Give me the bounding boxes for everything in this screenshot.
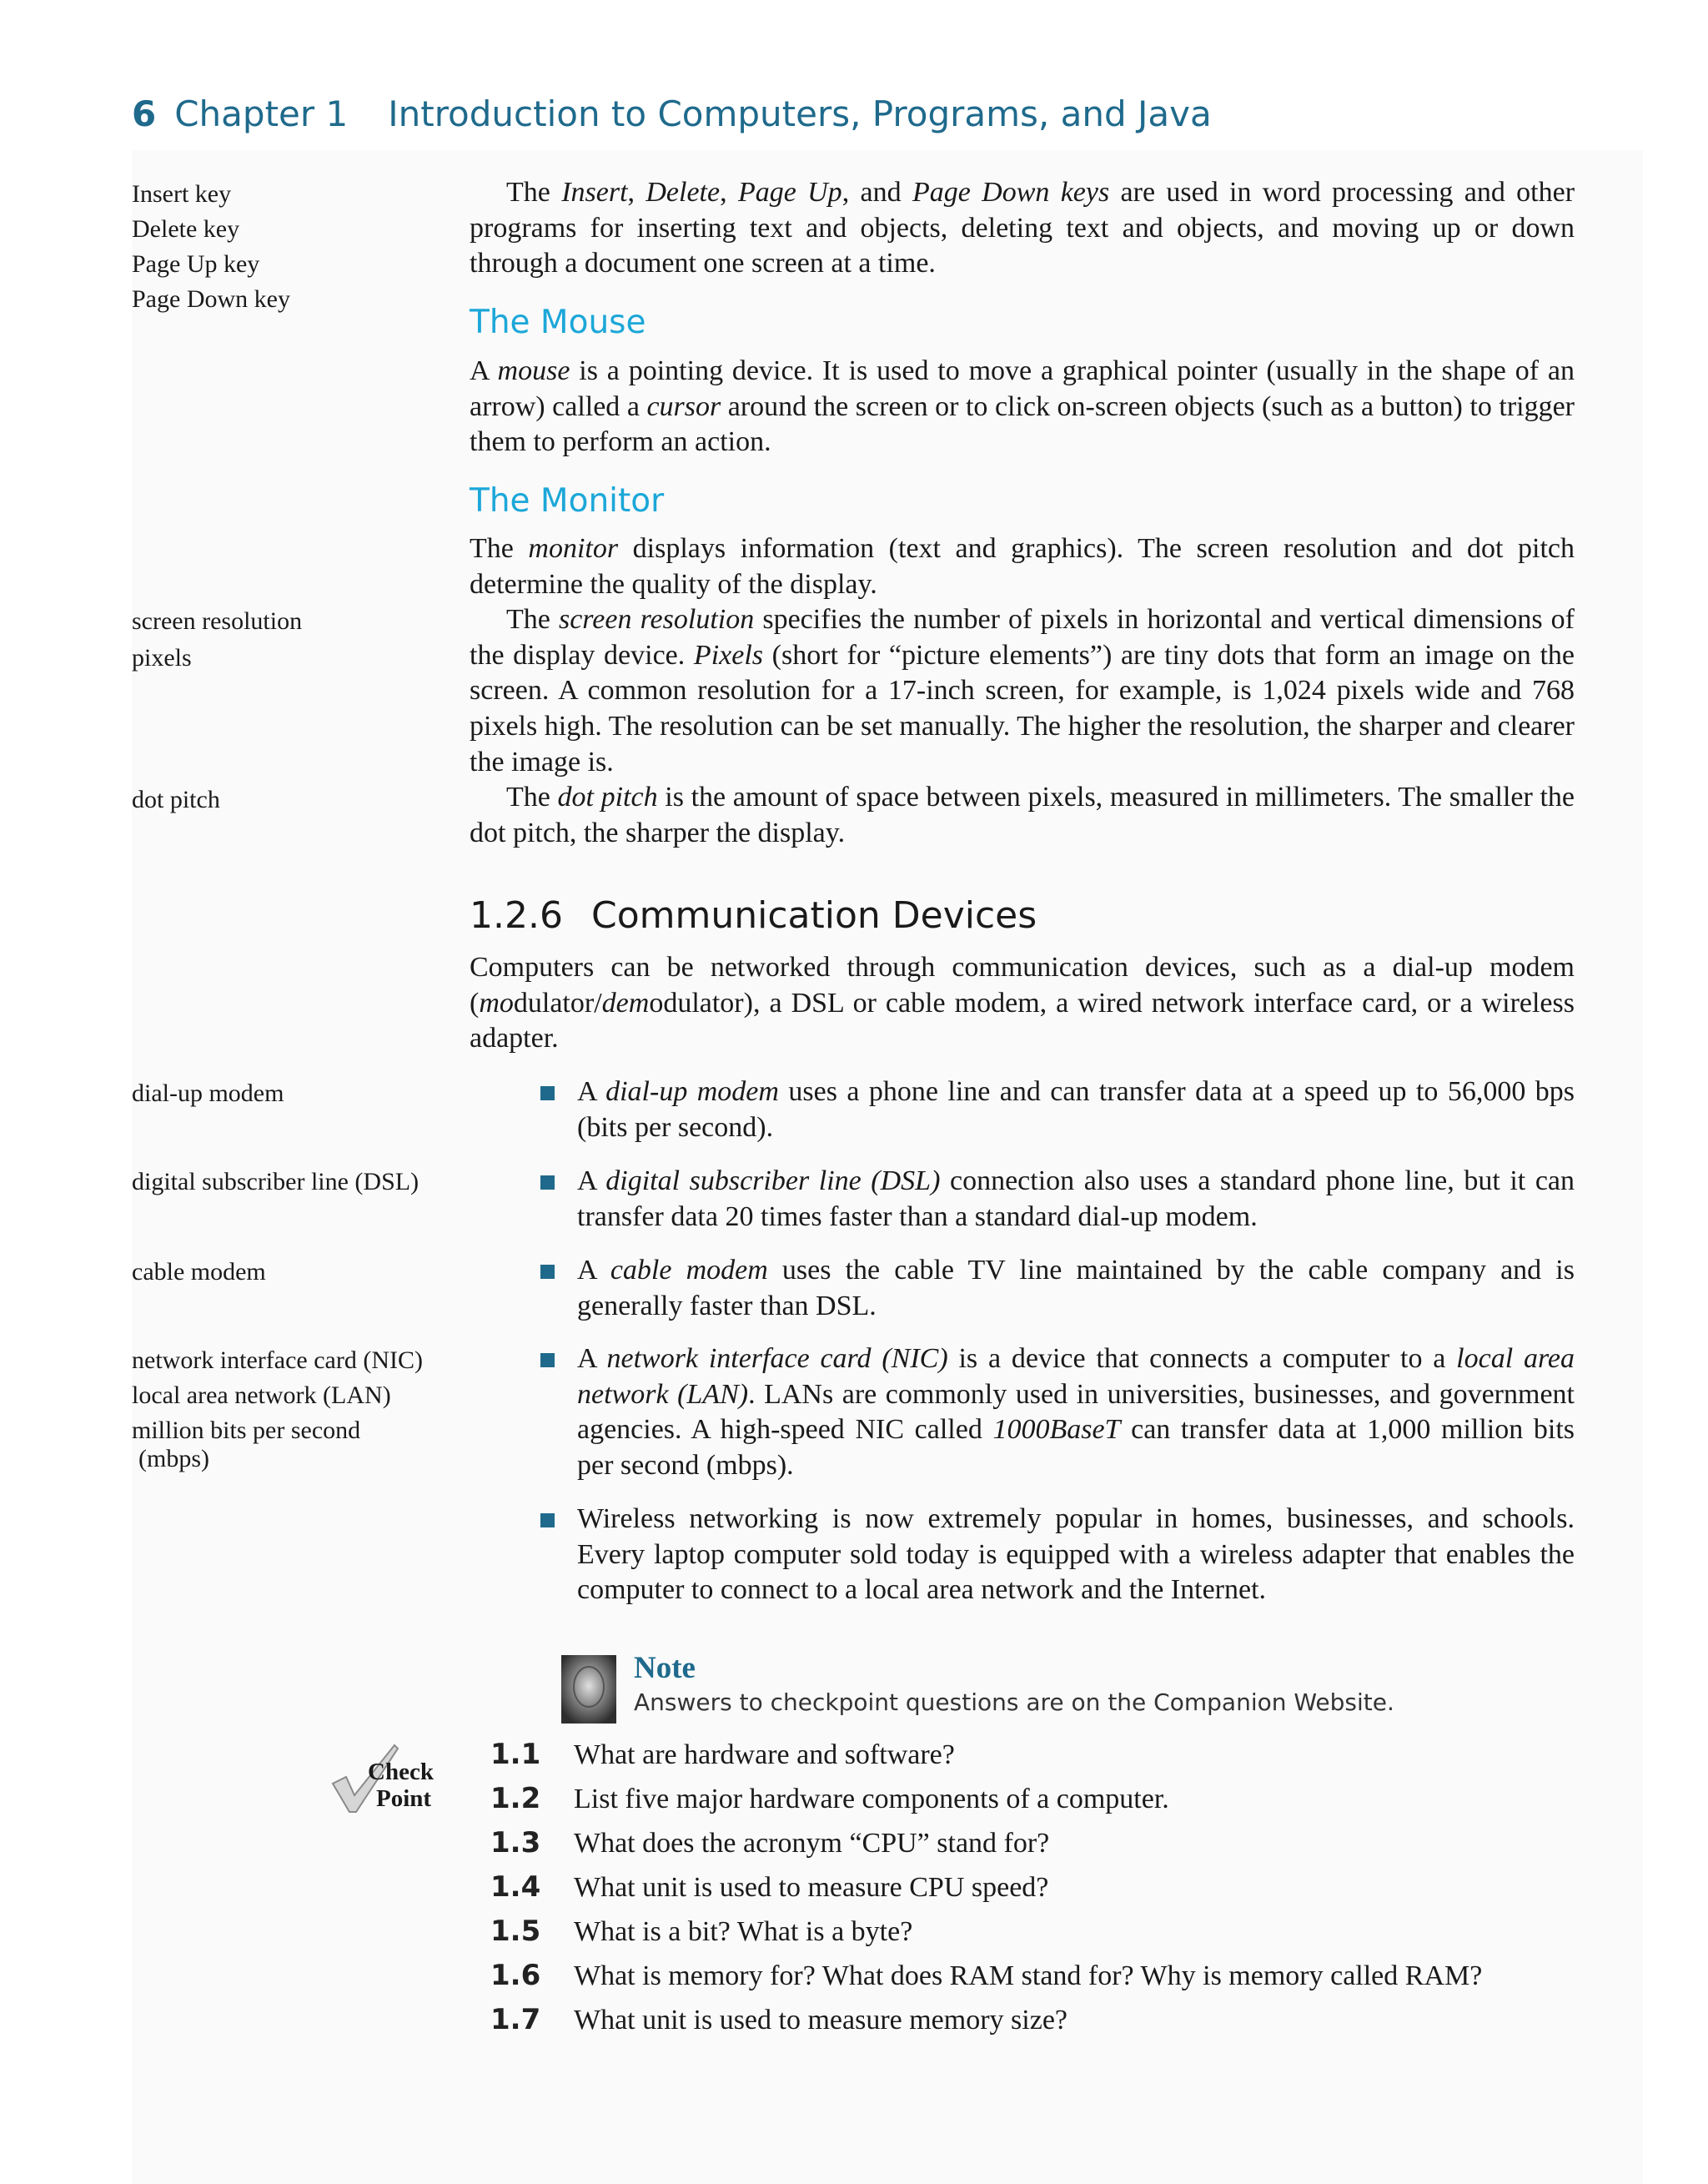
checkpoint-badge: [329, 1740, 446, 1815]
bullet-square-icon: [540, 1175, 555, 1190]
margin-note: dot pitch: [132, 786, 220, 813]
checkpoint-word: Check: [368, 1759, 434, 1785]
keys-paragraph: The Insert, Delete, Page Up, and Page Down keys are used in word processing and other programs for inserting text and objects, deleting text and objects, and moving up or down through a document one screen at a time.: [470, 177, 1575, 279]
question-item: 1.5 What is a bit? What is a byte?: [490, 1915, 913, 1948]
mouse-paragraph: A mouse is a pointing device. It is used to move a graphical pointer (usually in the shape of an arrow) called a cursor around the screen or to click on-screen objects (such as a button) to trigger them to perform an action.: [470, 355, 1575, 458]
heading-mouse: The Mouse: [470, 304, 646, 341]
question-item: 1.3 What does the acronym “CPU” stand for?: [490, 1826, 1050, 1859]
running-header: [132, 93, 1212, 134]
margin-note: Delete key: [132, 215, 240, 243]
margin-notes-keys: [132, 177, 465, 317]
section-heading: [470, 894, 1037, 937]
heading-monitor: The Monitor: [470, 482, 665, 520]
margin-note: network interface card (NIC): [132, 1346, 423, 1374]
bullet-square-icon: [540, 1513, 555, 1527]
margin-note: pixels: [132, 644, 192, 672]
section-intro: Computers can be networked through communication devices, such as a dial-up modem (modulator/demodulator), a DSL or cable modem, a wired network interface card, or a wireless adapter.: [470, 952, 1575, 1054]
margin-note: (mbps): [138, 1445, 209, 1472]
margin-note: Page Up key: [132, 250, 260, 278]
margin-note: digital subscriber line (DSL): [132, 1168, 419, 1195]
question-item: 1.4 What unit is used to measure CPU speed?: [490, 1870, 1049, 1904]
margin-note: dial-up modem: [132, 1079, 284, 1107]
checkpoint-word: Point: [376, 1785, 432, 1812]
margin-note: Insert key: [132, 180, 232, 208]
question-item: 1.7 What unit is used to measure memory size?: [490, 2003, 1068, 2036]
margin-notes-network: [132, 1343, 465, 1477]
page-number: 6: [132, 93, 157, 134]
note-title: Note: [634, 1651, 696, 1685]
chapter-title: Introduction to Computers, Programs, and Java: [388, 93, 1212, 134]
monitor-paragraph: The monitor displays information (text and graphics). The screen resolution and dot pitch determine the quality of the display. The screen resolution specifies the number of pixels in horizontal and vertical dimensions of the display device. Pixels (short for “picture elements”) are tiny dots that form an image on the screen. A common resolution for a 17-inch screen, for example, is 1,024 pixels wide and 768 pixels high. The resolution can be set manually. The higher the resolution, the sharper and clearer the image is. The dot pitch is the amount of space between pixels, measured in millimeters. The smaller the dot pitch, the sharper the display.: [470, 533, 1575, 848]
margin-note: screen resolution: [132, 607, 303, 635]
bullet-square-icon: [540, 1265, 555, 1279]
margin-note: million bits per second: [132, 1417, 361, 1444]
note-text: Answers to checkpoint questions are on the Companion Website.: [634, 1688, 1394, 1716]
bullet-square-icon: [540, 1353, 555, 1367]
margin-note: cable modem: [132, 1258, 266, 1286]
section-number: 1.2.6: [470, 894, 563, 937]
section-title: Communication Devices: [590, 894, 1037, 937]
question-item: 1.6 What is memory for? What does RAM stand for? Why is memory called RAM?: [490, 1959, 1483, 1992]
margin-note: local area network (LAN): [132, 1381, 391, 1409]
question-item: 1.1 What are hardware and software?: [490, 1738, 955, 1771]
chapter-label: Chapter 1: [174, 93, 349, 134]
bullet-square-icon: [540, 1086, 555, 1100]
note-icon: [561, 1655, 616, 1724]
question-item: 1.2 List five major hardware components of a computer.: [490, 1782, 1169, 1815]
margin-note: Page Down key: [132, 285, 290, 313]
